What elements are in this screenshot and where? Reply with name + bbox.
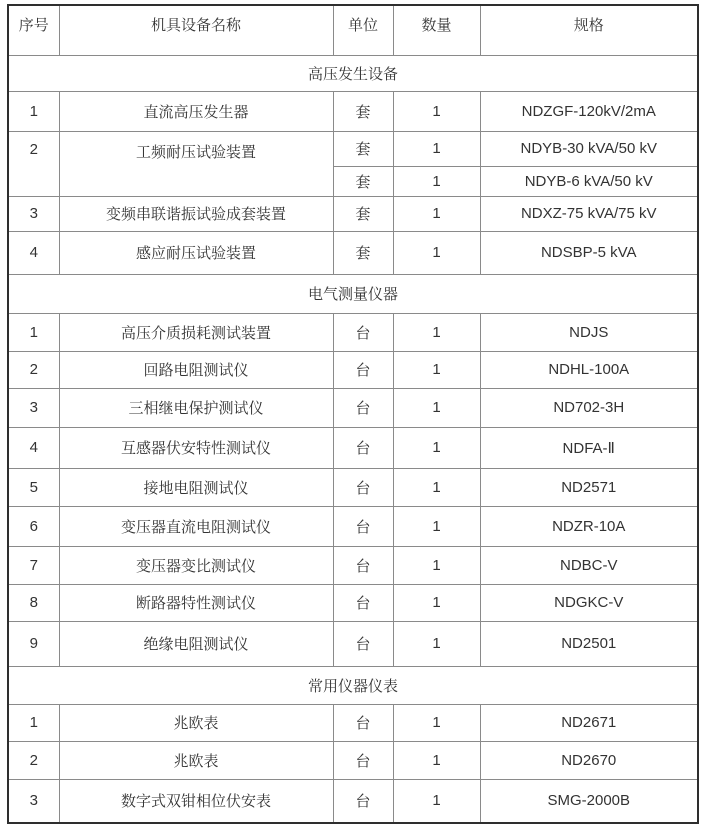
unit-cell: 套 — [333, 231, 393, 274]
table-row — [8, 621, 698, 666]
no-cell: 4 — [8, 427, 59, 468]
unit-cell: 套 — [333, 196, 393, 231]
no-cell: 4 — [8, 231, 59, 274]
equipment-name-cell: 兆欧表 — [59, 741, 333, 779]
no-cell: 2 — [8, 131, 59, 196]
equipment-name-cell: 数字式双钳相位伏安表 — [59, 779, 333, 823]
no-cell: 2 — [8, 741, 59, 779]
equipment-table — [7, 4, 699, 824]
no-cell: 3 — [8, 388, 59, 427]
unit-cell: 台 — [333, 388, 393, 427]
spec-cell: NDSBP-5 kVA — [480, 231, 698, 274]
no-cell: 7 — [8, 546, 59, 584]
qty-cell: 1 — [393, 584, 480, 621]
section-title-row — [8, 274, 698, 313]
table-row — [8, 351, 698, 388]
table-row — [8, 584, 698, 621]
no-cell: 3 — [8, 196, 59, 231]
header-qty: 数量 — [393, 5, 480, 55]
equipment-name-cell: 接地电阻测试仪 — [59, 468, 333, 506]
spec-cell: NDGKC-V — [480, 584, 698, 621]
qty-cell: 1 — [393, 506, 480, 546]
no-cell: 1 — [8, 313, 59, 351]
qty-cell: 1 — [393, 91, 480, 131]
equipment-name-cell: 回路电阻测试仪 — [59, 351, 333, 388]
unit-cell: 台 — [333, 506, 393, 546]
spec-cell: NDZGF-120kV/2mA — [480, 91, 698, 131]
table-row — [8, 427, 698, 468]
equipment-name-cell: 断路器特性测试仪 — [59, 584, 333, 621]
table-row — [8, 546, 698, 584]
table-row — [8, 506, 698, 546]
qty-cell: 1 — [393, 546, 480, 584]
header-equipment-name: 机具设备名称 — [59, 5, 333, 55]
section-title-row — [8, 666, 698, 704]
unit-cell: 台 — [333, 741, 393, 779]
section-title-row — [8, 55, 698, 91]
equipment-name-cell: 高压介质损耗测试装置 — [59, 313, 333, 351]
unit-cell: 套 — [333, 91, 393, 131]
section-title: 常用仪器仪表 — [8, 666, 698, 704]
unit-cell: 台 — [333, 584, 393, 621]
qty-cell: 1 — [393, 621, 480, 666]
equipment-name-cell: 绝缘电阻测试仪 — [59, 621, 333, 666]
table-header-row — [8, 5, 698, 55]
unit-cell: 台 — [333, 468, 393, 506]
unit-cell: 套 — [333, 166, 393, 196]
section-title: 高压发生设备 — [8, 55, 698, 91]
table-row — [8, 313, 698, 351]
spec-cell: ND2501 — [480, 621, 698, 666]
equipment-name-cell: 变压器直流电阻测试仪 — [59, 506, 333, 546]
unit-cell: 台 — [333, 351, 393, 388]
table-row — [8, 704, 698, 741]
no-cell: 2 — [8, 351, 59, 388]
qty-cell: 1 — [393, 741, 480, 779]
table-row — [8, 741, 698, 779]
spec-cell: ND2671 — [480, 704, 698, 741]
spec-cell: SMG-2000B — [480, 779, 698, 823]
qty-cell: 1 — [393, 196, 480, 231]
unit-cell: 台 — [333, 621, 393, 666]
equipment-name-cell: 变压器变比测试仪 — [59, 546, 333, 584]
equipment-name-cell: 三相继电保护测试仪 — [59, 388, 333, 427]
spec-cell: NDXZ-75 kVA/75 kV — [480, 196, 698, 231]
qty-cell: 1 — [393, 351, 480, 388]
spec-cell: ND2571 — [480, 468, 698, 506]
spec-cell: NDBC-V — [480, 546, 698, 584]
qty-cell: 1 — [393, 313, 480, 351]
unit-cell: 台 — [333, 779, 393, 823]
spec-cell: NDYB-30 kVA/50 kV — [480, 131, 698, 166]
qty-cell: 1 — [393, 166, 480, 196]
equipment-name-cell: 感应耐压试验装置 — [59, 231, 333, 274]
spec-cell: NDYB-6 kVA/50 kV — [480, 166, 698, 196]
spec-cell: ND702-3H — [480, 388, 698, 427]
table-row — [8, 131, 698, 166]
equipment-name-cell: 变频串联谐振试验成套装置 — [59, 196, 333, 231]
spec-cell: ND2670 — [480, 741, 698, 779]
spec-cell: NDFA-Ⅱ — [480, 427, 698, 468]
header-unit: 单位 — [333, 5, 393, 55]
qty-cell: 1 — [393, 427, 480, 468]
unit-cell: 台 — [333, 704, 393, 741]
header-no: 序号 — [8, 5, 59, 55]
header-spec: 规格 — [480, 5, 698, 55]
unit-cell: 台 — [333, 546, 393, 584]
table-row — [8, 91, 698, 131]
no-cell: 9 — [8, 621, 59, 666]
qty-cell: 1 — [393, 779, 480, 823]
spec-cell: NDJS — [480, 313, 698, 351]
unit-cell: 台 — [333, 427, 393, 468]
qty-cell: 1 — [393, 704, 480, 741]
unit-cell: 套 — [333, 131, 393, 166]
table-row — [8, 779, 698, 823]
qty-cell: 1 — [393, 131, 480, 166]
no-cell: 8 — [8, 584, 59, 621]
no-cell: 1 — [8, 91, 59, 131]
equipment-name-cell: 互感器伏安特性测试仪 — [59, 427, 333, 468]
no-cell: 3 — [8, 779, 59, 823]
no-cell: 5 — [8, 468, 59, 506]
unit-cell: 台 — [333, 313, 393, 351]
table-row — [8, 388, 698, 427]
table-row — [8, 468, 698, 506]
qty-cell: 1 — [393, 468, 480, 506]
no-cell: 6 — [8, 506, 59, 546]
equipment-name-cell: 兆欧表 — [59, 704, 333, 741]
spec-cell: NDZR-10A — [480, 506, 698, 546]
qty-cell: 1 — [393, 388, 480, 427]
table-row — [8, 196, 698, 231]
qty-cell: 1 — [393, 231, 480, 274]
equipment-name-cell: 工频耐压试验装置 — [59, 131, 333, 196]
section-title: 电气测量仪器 — [8, 274, 698, 313]
table-row — [8, 231, 698, 274]
no-cell: 1 — [8, 704, 59, 741]
spec-cell: NDHL-100A — [480, 351, 698, 388]
equipment-name-cell: 直流高压发生器 — [59, 91, 333, 131]
